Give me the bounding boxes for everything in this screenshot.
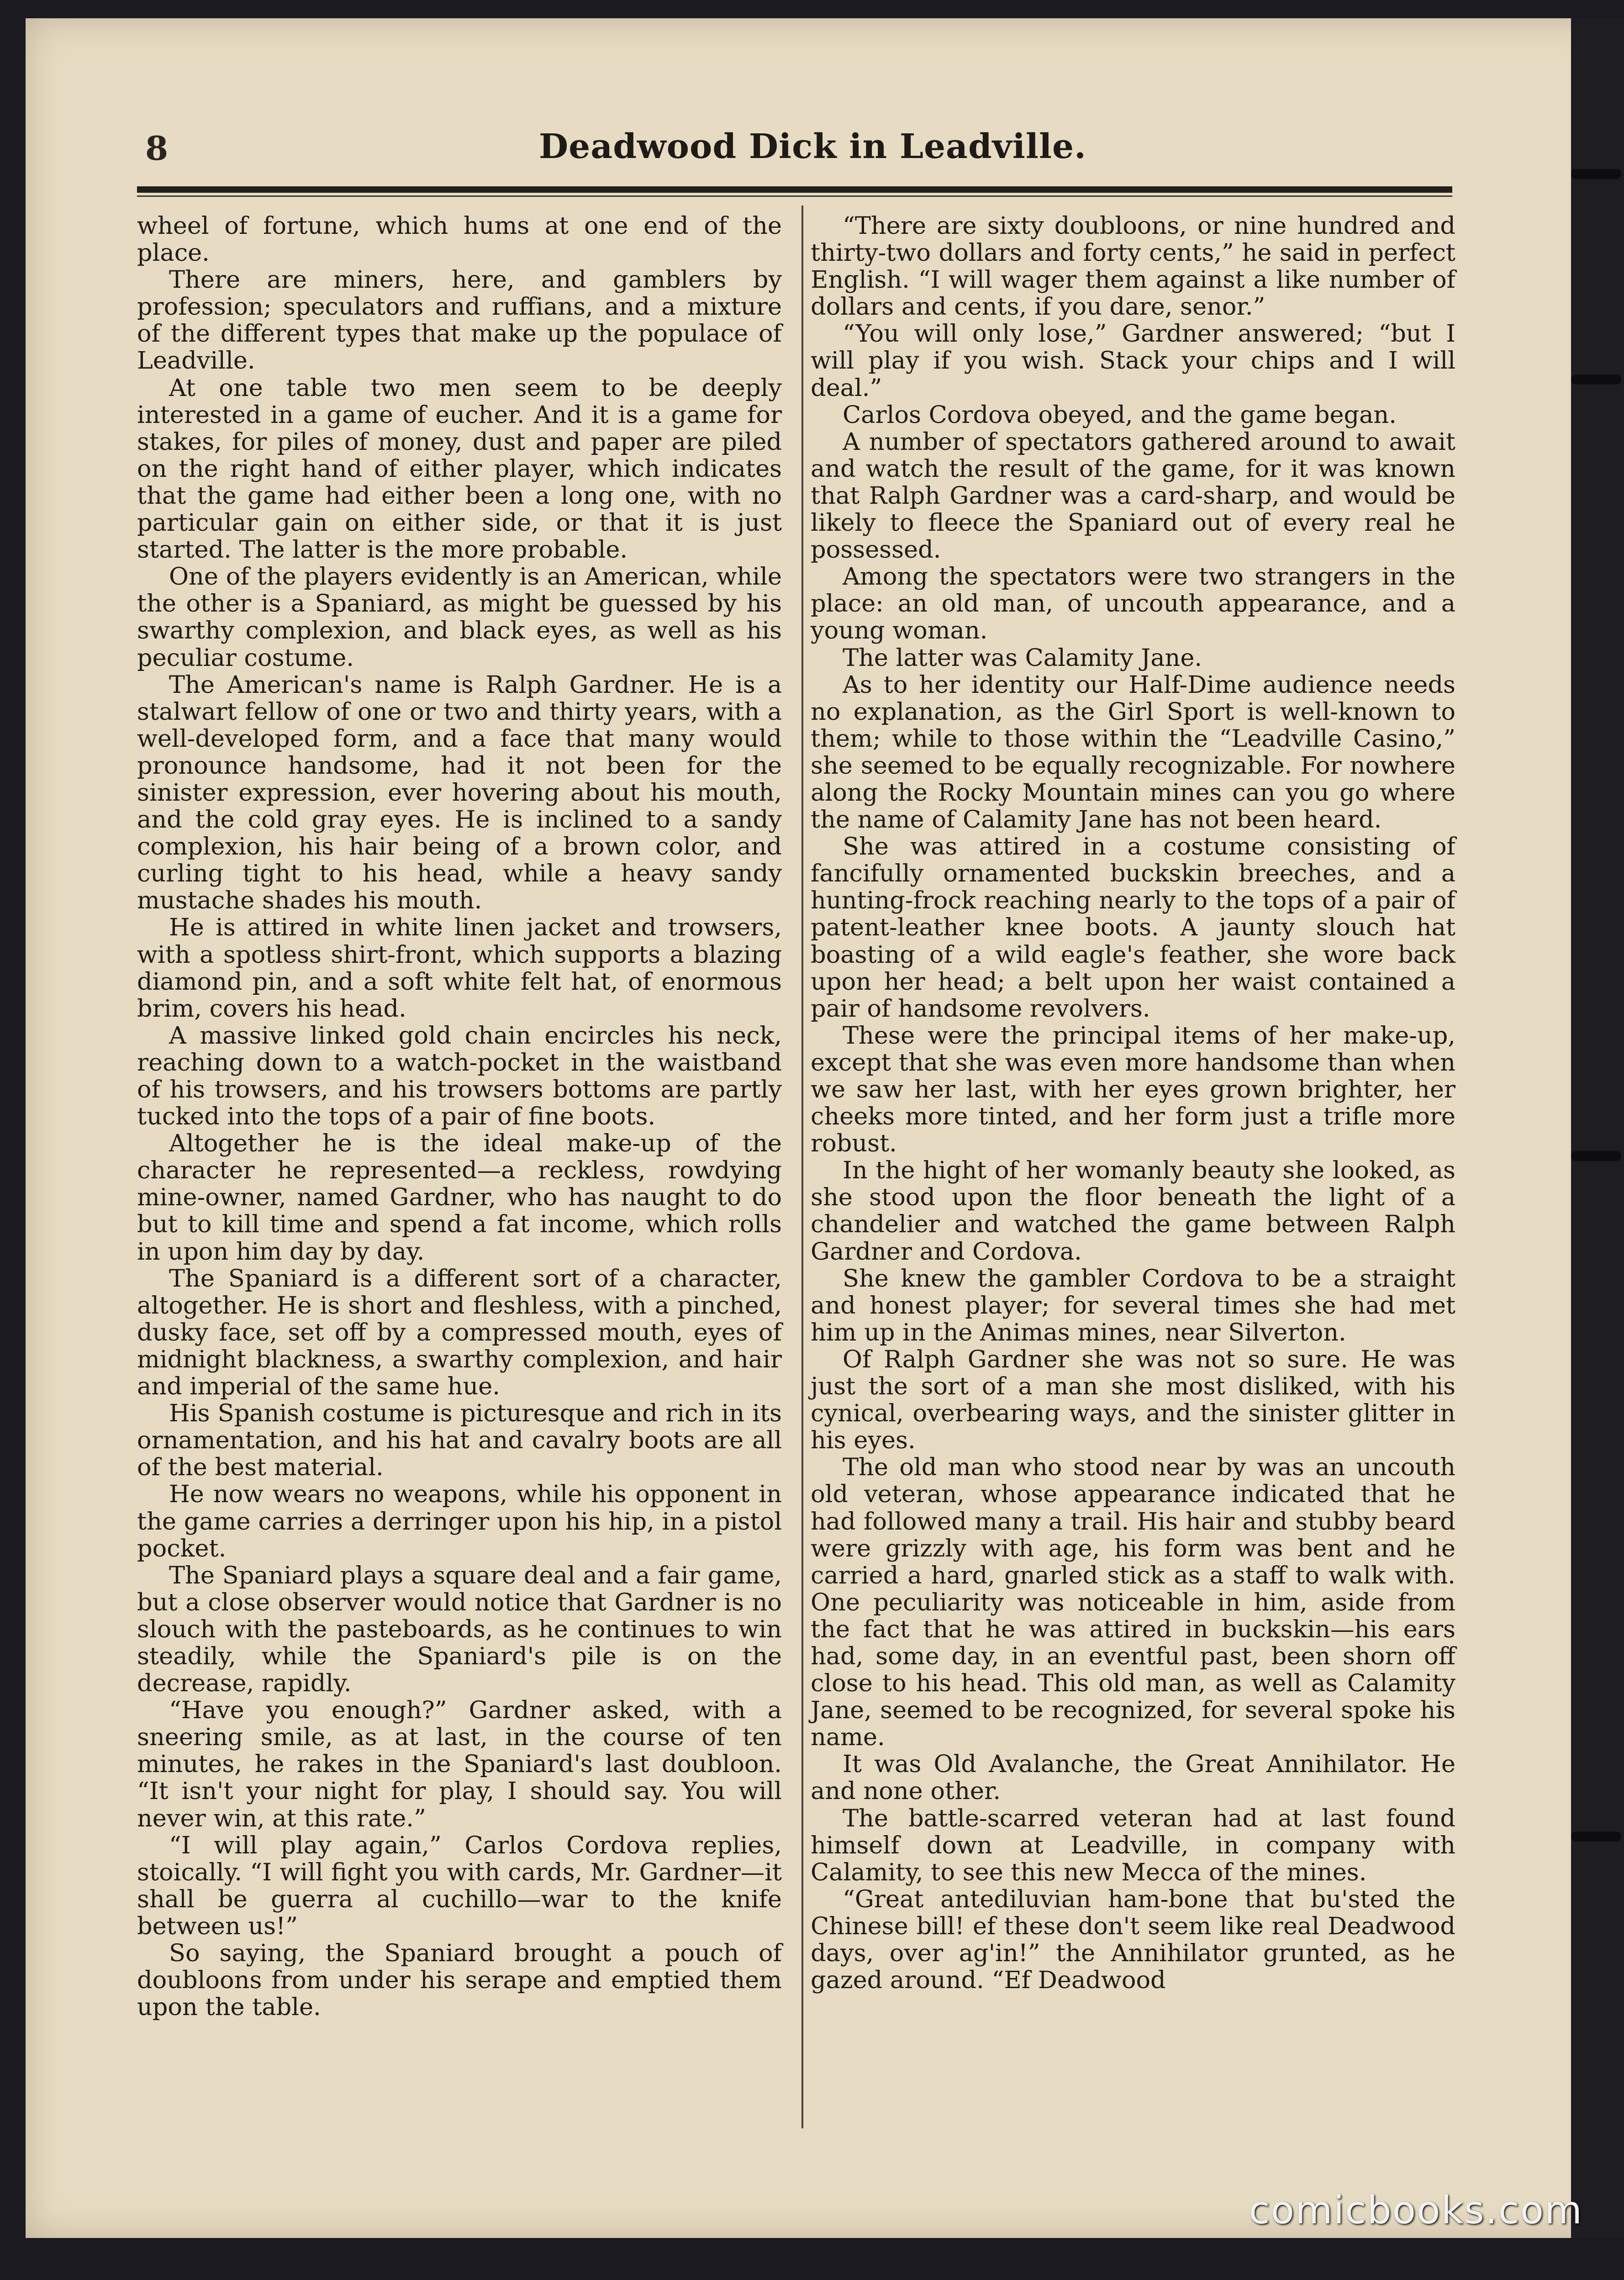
paragraph: The latter was Calamity Jane. bbox=[843, 644, 1202, 672]
paragraph: A number of spectators gathered around to await and watch the result of the game, for it was known that Ralph Gardner was a card-sharp, and would be likely to fleece the Spaniard out of every real he possessed. bbox=[811, 428, 1455, 564]
paragraph: His Spanish costume is picturesque and rich in its ornamentation, and his hat and cavalry boots are all of the best material. bbox=[137, 1399, 782, 1482]
paragraph: “You will only lose,” Gardner answered; “but I will play if you wish. Stack your chips and I will deal.” bbox=[811, 320, 1455, 402]
paragraph: “I will play again,” Carlos Cordova replies, stoically. “I will fight you with cards, Mr. Gardner—it shall be guerra al cuchillo—war to the knife between us!” bbox=[137, 1831, 782, 1940]
paragraph: The American's name is Ralph Gardner. He is a stalwart fellow of one or two and thirty years, with a well-developed form, and a face that many would pronounce handsome, had it not been for the sinister expression, ever hovering about his mouth, and the cold gray eyes. He is inclined to a sandy complexion, his hair being of a brown color, and curling tight to his head, while a heavy sandy mustache shades his mouth. bbox=[137, 670, 782, 915]
paragraph: She knew the gambler Cordova to be a straight and honest player; for several times she had met him up in the Animas mines, near Silverton. bbox=[811, 1264, 1455, 1346]
page-number: 8 bbox=[145, 129, 169, 168]
paragraph: The Spaniard is a different sort of a character, altogether. He is short and fleshless, with a pinched, dusky face, set off by a compressed mouth, eyes of midnight blackness, a swarthy complexion, and hair and imperial of the same hue. bbox=[137, 1264, 782, 1401]
staple bbox=[1571, 375, 1621, 385]
paragraph: “There are sixty doubloons, or nine hundred and thirty-two dollars and forty cents,” he said in perfect English. “I will wager them against a like number of dollars and cents, if you dare, senor.” bbox=[811, 212, 1455, 321]
paragraph: One of the players evidently is an American, while the other is a Spaniard, as might be guessed by his swarthy complexion, and black eyes, as well as his peculiar costume. bbox=[137, 563, 782, 672]
paragraph: The old man who stood near by was an uncouth old veteran, whose appearance indicated that he had followed many a trail. His hair and stubby beard were grizzly with age, his form was bent and he carried a hard, gnarled stick as a staff to walk with. One peculiarity was noticeable in him, aside from the fact that he was attired in buckskin—his ears had, some day, in an eventful past, been shorn off close to his head. This old man, as well as Calamity Jane, seemed to be recognized, for several spoke his name. bbox=[811, 1453, 1455, 1752]
paragraph: These were the principal items of her make-up, except that she was even more handsome than when we saw her last, with her eyes grown brighter, her cheeks more tinted, and her form just a trifle more robust. bbox=[811, 1021, 1455, 1158]
paragraph: “Have you enough?” Gardner asked, with a sneering smile, as at last, in the course of ten minutes, he rakes in the Spaniard's last doubloon. “It isn't your night for play, I should say. You will never win, at this rate.” bbox=[137, 1696, 782, 1832]
staple bbox=[1571, 1151, 1621, 1161]
staple bbox=[1571, 169, 1621, 179]
paragraph: She was attired in a costume consisting of fancifully ornamented buckskin breeches, and a hunting-frock reaching nearly to the tops of a pair of patent-leather knee boots. A jaunty slouch hat boasting of a wild eagle's feather, she wore back upon her head; a belt upon her waist contained a pair of handsome revolvers. bbox=[811, 833, 1455, 1023]
paragraph: The Spaniard plays a square deal and a fair game, but a close observer would notice that Gardner is no slouch with the pasteboards, as he continues to win steadily, while the Spaniard's pile is on the decrease, rapidly. bbox=[137, 1561, 782, 1698]
paragraph: Of Ralph Gardner she was not so sure. He was just the sort of a man she most disliked, with his cynical, overbearing ways, and the sinister glitter in his eyes. bbox=[811, 1345, 1455, 1455]
paragraph: A massive linked gold chain encircles his neck, reaching down to a watch-pocket in the waistband of his trowsers, and his trowsers bottoms are partly tucked into the tops of a pair of fine boots. bbox=[137, 1021, 782, 1131]
paragraph: Altogether he is the ideal make-up of the character he represented—a reckless, rowdying mine-owner, named Gardner, who has naught to do but to kill time and spend a fat income, which rolls in upon him day by day. bbox=[137, 1129, 782, 1266]
paragraph: Among the spectators were two strangers in the place: an old man, of uncouth appearance, and a young woman. bbox=[811, 563, 1455, 645]
column-divider bbox=[801, 206, 803, 2128]
paragraph: At one table two men seem to be deeply interested in a game of eucher. And it is a game for stakes, for piles of money, dust and paper are piled on the right hand of either player, which indicates that the game had either been a long one, with no particular gain on either side, or that it is just started. The latter is the more probable. bbox=[137, 374, 782, 564]
paragraph: The battle-scarred veteran had at last found himself down at Leadville, in company with Calamity, to see this new Mecca of the mines. bbox=[811, 1804, 1455, 1886]
binding-edge bbox=[1571, 18, 1624, 2238]
paragraph: He now wears no weapons, while his opponent in the game carries a derringer upon his hip, in a pistol pocket. bbox=[137, 1480, 782, 1562]
staple bbox=[1571, 1831, 1621, 1842]
page-title: Deadwood Dick in Leadville. bbox=[539, 127, 1086, 166]
header-rule-thin bbox=[137, 195, 1452, 197]
paragraph: “Great antediluvian ham-bone that bu'sted the Chinese bill! ef these don't seem like real Deadwood days, over ag'in!” the Annihilator grunted, as he gazed around. “Ef Deadwood bbox=[811, 1885, 1455, 1995]
paragraph: He is attired in white linen jacket and trowsers, with a spotless shirt-front, which supports a blazing diamond pin, and a soft white felt hat, of enormous brim, covers his head. bbox=[137, 913, 782, 1023]
watermark: comicbooks.com bbox=[1249, 2188, 1583, 2232]
paragraph: wheel of fortune, which hums at one end of the place. bbox=[137, 212, 782, 267]
paragraph: It was Old Avalanche, the Great Annihilator. He and none other. bbox=[811, 1750, 1455, 1805]
right-column bbox=[811, 212, 1455, 1994]
paragraph: There are miners, here, and gamblers by profession; speculators and ruffians, and a mixture of the different types that make up the populace of Leadville. bbox=[137, 266, 782, 375]
left-column bbox=[137, 212, 782, 2021]
paragraph: As to her identity our Half-Dime audience needs no explanation, as the Girl Sport is well-known to them; while to those within the “Leadville Casino,” she seemed to be equally recognizable. For nowhere along the Rocky Mountain mines can you go where the name of Calamity Jane has not been heard. bbox=[811, 670, 1455, 834]
paragraph: So saying, the Spaniard brought a pouch of doubloons from under his serape and emptied them upon the table. bbox=[137, 1939, 782, 2021]
header-rule bbox=[137, 186, 1452, 193]
paragraph: Carlos Cordova obeyed, and the game began. bbox=[843, 401, 1397, 429]
paragraph: In the hight of her womanly beauty she looked, as she stood upon the floor beneath the light of a chandelier and watched the game between Ralph Gardner and Cordova. bbox=[811, 1156, 1455, 1266]
